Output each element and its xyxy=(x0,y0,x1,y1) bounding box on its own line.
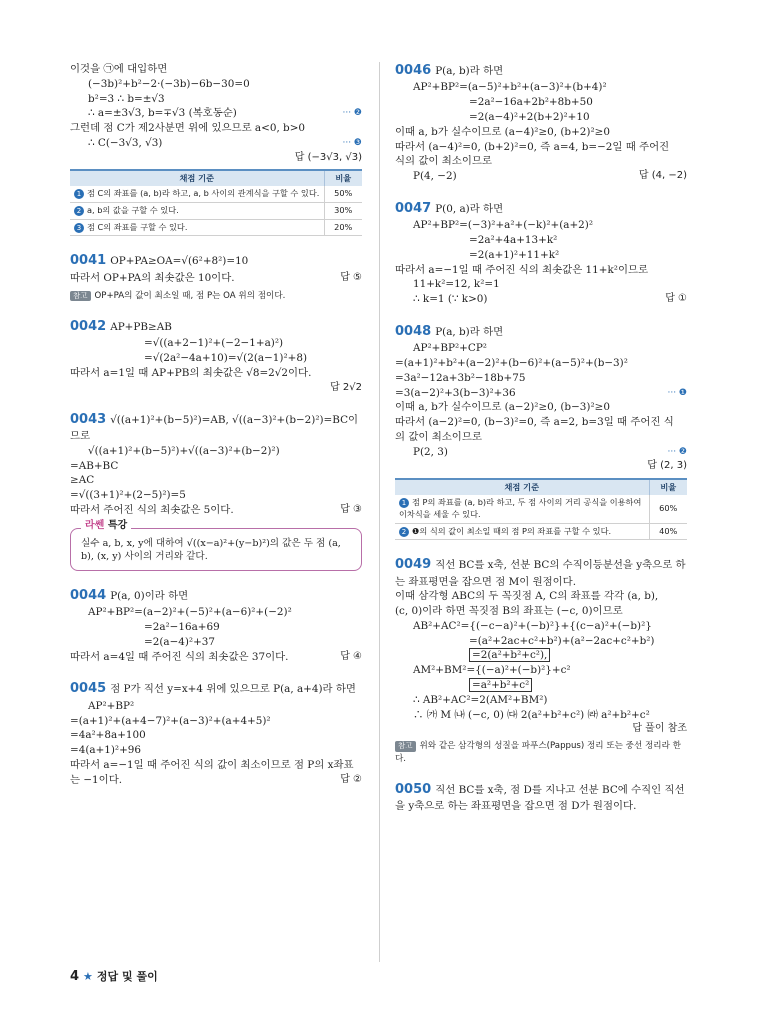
star-icon: ★ xyxy=(83,970,93,983)
text-line: P(a, b)라 하면 xyxy=(435,65,504,77)
answer: 답 ④ xyxy=(340,651,362,662)
equation-line: √((a+1)²+(b−5)²)+√((a−3)²+(b−2)²) xyxy=(88,444,280,457)
equation-line: √((a+1)²+(b−5)²)=AB, √((a−3)²+(b−2)²)=BC이 xyxy=(110,413,359,426)
ratio-cell: 30% xyxy=(324,203,362,220)
equation-line: AP²+BP² xyxy=(88,699,135,712)
answer: 답 (−3√3, √3) xyxy=(294,151,362,163)
criteria-text: 점 P의 좌표를 (a, b)라 하고, 두 점 사이의 거리 공식을 이용하여 이차식을 세울 수 있다. xyxy=(399,497,642,519)
equation-line: AP²+BP²=(−3)²+a²+(−k)²+(a+2)² xyxy=(413,219,593,232)
step-number-badge: 1 xyxy=(399,498,409,508)
problem-0043 xyxy=(70,411,362,518)
problem-number: 0049 xyxy=(395,557,432,573)
equation-line: ∴ AB²+AC²=2(AM²+BM²) xyxy=(413,693,548,706)
tip-label: 라쎈 특강 xyxy=(81,519,131,533)
equation-line: ∴ k=1 (∵ k>0) xyxy=(413,293,488,306)
text-line: 따라서 a=−1일 때 주어진 식의 최솟값은 11+k²이므로 xyxy=(395,263,649,276)
equation-line: =√((a+2−1)²+(−2−1+a)²) xyxy=(144,337,284,350)
text-line: 는 좌표평면을 잡으면 점 M이 원점이다. xyxy=(395,575,577,588)
text-line: 따라서 주어진 식의 최솟값은 5이다. xyxy=(70,503,234,516)
text-line: 따라서 a=1일 때 AP+PB의 최솟값은 √8=2√2이다. xyxy=(70,366,312,379)
text-line: 점 P가 직선 y=x+4 위에 있으므로 P(a, a+4)라 하면 xyxy=(110,683,356,696)
equation-line: =2a²−16a+2b²+8b+50 xyxy=(469,96,593,109)
answer: 답 ① xyxy=(665,293,687,305)
table-row xyxy=(395,523,687,540)
answer: 답 ② xyxy=(340,774,362,786)
equation-line: 11+k²=12, k²=1 xyxy=(413,278,500,291)
problem-0050 xyxy=(395,781,687,814)
text-line: P(a, 0)이라 하면 xyxy=(110,589,189,602)
problem-number: 0043 xyxy=(70,411,107,427)
text-line: 그런데 점 C가 제2사분면 위에 있으므로 a<0, b>0 xyxy=(70,122,306,135)
ratio-cell: 40% xyxy=(649,523,687,540)
text-line: 이때 a, b가 실수이므로 (a−2)²≥0, (b−3)²≥0 xyxy=(395,401,610,414)
equation-line: AB²+AC²={(−c−a)²+(−b)²}+{(c−a)²+(−b)²} xyxy=(413,619,652,632)
text-line: 는 −1이다. xyxy=(70,773,123,786)
problem-number: 0042 xyxy=(70,318,107,334)
text-line: 식의 값이 최소이므로 xyxy=(395,155,492,168)
text-line: 므로 xyxy=(70,430,91,443)
step-marker: ··· ❷ xyxy=(667,446,687,457)
answer: 답 (4, −2) xyxy=(638,170,687,182)
problem-0047 xyxy=(395,200,687,307)
text-line: 이때 a, b가 실수이므로 (a−4)²≥0, (b+2)²≥0 xyxy=(395,125,610,138)
problem-number: 0048 xyxy=(395,323,432,339)
problem-number: 0041 xyxy=(70,253,107,269)
step-marker: ··· ❶ xyxy=(667,387,687,398)
equation-line: =3a²−12a+3b²−18b+75 xyxy=(395,371,526,384)
text-line: 이때 삼각형 ABC의 두 꼭짓점 A, C의 좌표를 각각 (a, b), xyxy=(395,590,659,603)
note-text: 위와 같은 삼각형의 성질을 파푸스(Pappus) 정리 또는 중선 정리라 한다. xyxy=(395,741,681,764)
criteria-text: 점 C의 좌표를 (a, b)라 하고, a, b 사이의 관계식을 구할 수 있다. xyxy=(87,188,320,199)
equation-line: =(a+1)²+b²+(a−2)²+(b−6)²+(a−5)²+(b−3)² xyxy=(395,357,628,370)
answer: 답 ⑤ xyxy=(340,272,362,284)
table-header-ratio: 비율 xyxy=(649,479,687,496)
step-number-badge: 2 xyxy=(399,527,409,537)
equation-line: =2a²−16a+69 xyxy=(144,621,220,634)
text-line: P(a, b)라 하면 xyxy=(435,325,504,338)
text-line: 따라서 OP+PA의 최솟값은 10이다. xyxy=(70,271,235,284)
equation-line: =√(2a²−4a+10)=√(2(a−1)²+8) xyxy=(144,351,307,364)
answer: 답 2√2 xyxy=(330,381,362,393)
equation-line: =4a²+8a+100 xyxy=(70,729,146,742)
equation-line: =2(a−4)²+37 xyxy=(144,635,216,648)
text-line: 직선 BC를 x축, 점 D를 지나고 선분 BC에 수직인 직선 xyxy=(435,783,685,796)
equation-line: =(a+1)²+(a+4−7)²+(a−3)²+(a+4+5)² xyxy=(70,714,271,727)
equation-line: AM²+BM²={(−a)²+(−b)²}+c² xyxy=(413,664,571,677)
problem-0049 xyxy=(395,556,687,765)
note-tag: 참고 xyxy=(70,291,91,302)
equation-line: AP²+BP²=(a−2)²+(−5)²+(a−6)²+(−2)² xyxy=(88,606,292,619)
tip-box xyxy=(70,519,362,571)
table-header-criteria: 채점 기준 xyxy=(395,479,649,496)
criteria-text: a, b의 값을 구할 수 있다. xyxy=(87,205,179,216)
text-line: 따라서 a=4일 때 주어진 식의 최솟값은 37이다. xyxy=(70,650,289,663)
table-header-ratio: 비율 xyxy=(324,170,362,187)
equation-line: =AB+BC xyxy=(70,459,119,472)
equation-line: b²=3 ∴ b=±√3 xyxy=(88,92,165,105)
equation-line: ≥AC xyxy=(70,474,95,487)
equation-line: =4(a+1)²+96 xyxy=(70,744,142,757)
problem-0042 xyxy=(70,318,362,395)
text-line: (c, 0)이라 하면 꼭짓점 B의 좌표는 (−c, 0)이므로 xyxy=(395,605,623,618)
equation-line: AP+PB≥AB xyxy=(110,320,172,333)
problem-0045 xyxy=(70,680,362,787)
problem-0048 xyxy=(395,323,687,474)
equation-line: (−3b)²+b²−2·(−3b)−6b−30=0 xyxy=(88,77,250,90)
ratio-cell: 20% xyxy=(324,219,362,236)
problem-number: 0047 xyxy=(395,200,432,216)
answer: 답 ③ xyxy=(340,504,362,516)
answer: 답 (2, 3) xyxy=(647,460,687,472)
step-number-badge: 3 xyxy=(74,223,84,233)
table-row xyxy=(70,186,362,202)
equation-line: AP²+BP²=(a−5)²+b²+(a−3)²+(b+4)² xyxy=(413,81,607,94)
page-number: 4 xyxy=(70,969,80,984)
problem-0044 xyxy=(70,587,362,665)
problem-number: 0050 xyxy=(395,781,432,797)
problem-number: 0046 xyxy=(395,63,432,78)
step-marker: ··· ❸ xyxy=(342,137,362,148)
equation-line: =2a²+4a+13+k² xyxy=(469,234,558,247)
column-divider xyxy=(379,62,380,962)
equation-line: ∴ C(−3√3, √3) xyxy=(88,136,163,149)
equation-line: =2(a+1)²+11+k² xyxy=(469,248,560,261)
page-footer xyxy=(70,968,158,986)
note-tag: 참고 xyxy=(395,741,416,752)
problem-0046 xyxy=(395,62,687,184)
ratio-cell: 60% xyxy=(649,495,687,523)
equation-line: AP²+BP²+CP² xyxy=(413,342,487,355)
equation-line: P(2, 3) xyxy=(413,445,448,458)
table-row xyxy=(70,219,362,236)
equation-line: =2(a−4)²+2(b+2)²+10 xyxy=(469,110,590,123)
text-line: 직선 BC를 x축, 선분 BC의 수직이등분선을 y축으로 하 xyxy=(435,559,686,572)
text-line: 따라서 (a−2)²=0, (b−3)²=0, 즉 a=2, b=3일 때 주어진 식 xyxy=(395,416,674,429)
answer: 답 풀이 참조 xyxy=(632,723,687,735)
problem-number: 0045 xyxy=(70,681,107,697)
text-line: 을 y축으로 하는 좌표평면을 잡으면 점 D가 원점이다. xyxy=(395,800,637,813)
step-marker: ··· ❷ xyxy=(342,108,362,119)
footer-title: 정답 및 풀이 xyxy=(96,970,158,983)
text-line: 의 값이 최소이므로 xyxy=(395,430,482,443)
left-column xyxy=(70,62,362,788)
criteria-text: 점 C의 좌표를 구할 수 있다. xyxy=(87,221,188,232)
equation-line: =√((3+1)²+(2−5)²)=5 xyxy=(70,489,186,502)
problem-0041 xyxy=(70,252,362,301)
text-line: P(0, a)라 하면 xyxy=(435,202,504,215)
scoring-table xyxy=(395,478,687,541)
table-row xyxy=(395,495,687,523)
criteria-text: ❶의 식의 값이 최소일 때의 점 P의 좌표를 구할 수 있다. xyxy=(412,525,612,536)
equation-line: =(a²+2ac+c²+b²)+(a²−2ac+c²+b²) xyxy=(469,634,655,647)
boxed-result: =2(a²+b²+c²), xyxy=(469,648,550,662)
table-header-criteria: 채점 기준 xyxy=(70,170,324,187)
text-line: 이것을 ㉠에 대입하면 xyxy=(70,63,168,75)
equation-line: OP+PA≥OA=√(6²+8²)=10 xyxy=(110,255,249,268)
equation-line: ∴ a=±3√3, b=∓√3 (복호동순) xyxy=(88,107,237,120)
equation-line: P(4, −2) xyxy=(413,170,457,183)
boxed-result: =a²+b²+c² xyxy=(469,678,532,692)
note-text: OP+PA의 값이 최소일 때, 점 P는 OA 위의 점이다. xyxy=(94,290,286,301)
table-row xyxy=(70,203,362,220)
scoring-table xyxy=(70,169,362,237)
tip-text: 실수 a, b, x, y에 대하여 √((x−a)²+(y−b)²)의 값은 두 점 (a, b), (x, y) 사이의 거리와 같다. xyxy=(81,537,341,563)
ratio-cell: 50% xyxy=(324,186,362,202)
answer-summary: ∴ ㈎ M ㈏ (−c, 0) ㈐ 2(a²+b²+c²) ㈑ a²+b²+c² xyxy=(413,708,650,721)
intro-solution xyxy=(70,62,362,165)
text-line: 따라서 a=−1일 때 주어진 식의 값이 최소이므로 점 P의 x좌표 xyxy=(70,759,354,771)
step-number-badge: 2 xyxy=(74,206,84,216)
problem-number: 0044 xyxy=(70,587,107,603)
right-column xyxy=(395,62,687,814)
equation-line: =3(a−2)²+3(b−3)²+36 xyxy=(395,386,516,399)
text-line: 따라서 (a−4)²=0, (b+2)²=0, 즉 a=4, b=−2일 때 주어진 xyxy=(395,140,670,153)
step-number-badge: 1 xyxy=(74,189,84,199)
